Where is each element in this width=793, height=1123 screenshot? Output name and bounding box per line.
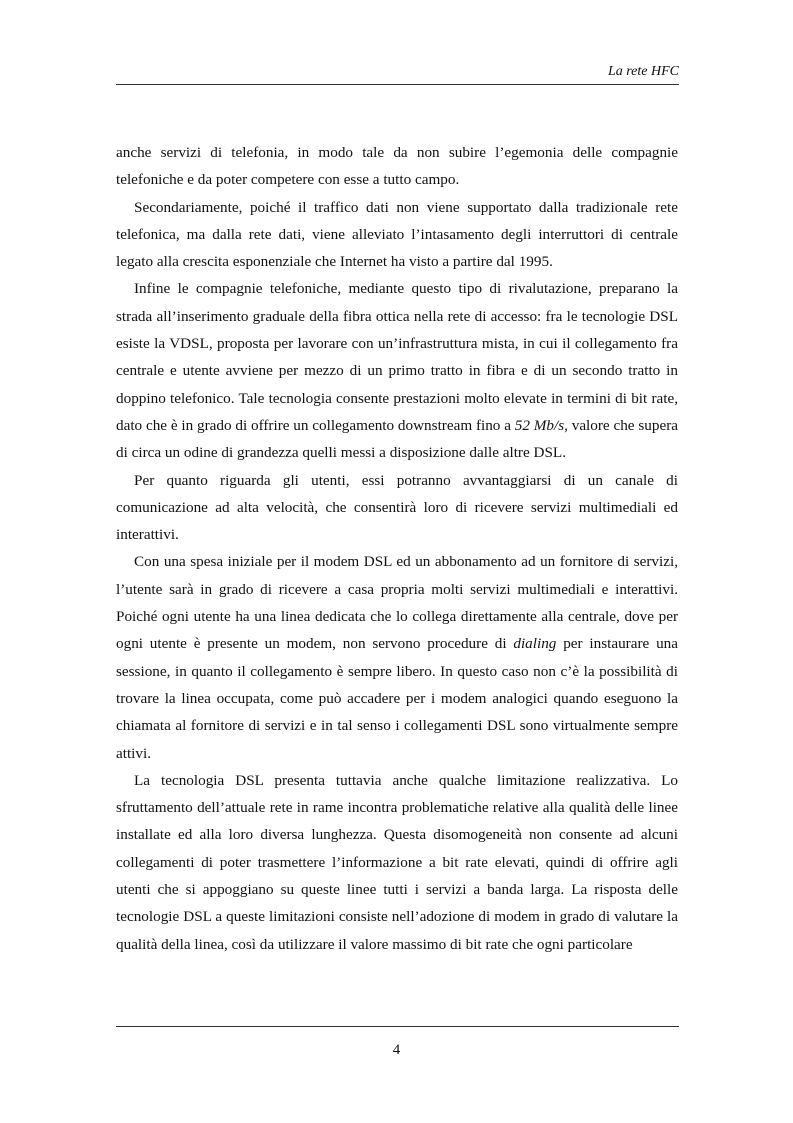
paragraph-telephony-services: [116, 139, 678, 194]
paragraph-text: Per quanto riguarda gli utenti, essi potranno avvantaggiarsi di un canale di comunicazione ad alta velocità, che consentirà loro di ricevere servizi multimediali ed interattivi.: [116, 471, 678, 544]
paragraph-text: Secondariamente, poiché il traffico dati non viene supportato dalla tradizionale rete telefonica, ma dalla rete dati, viene alleviato l’intasamento degli interruttori di centrale legato alla crescita esponenziale che Internet ha visto a partire dal 1995.: [116, 198, 678, 271]
paragraph-dsl-limitations: [116, 767, 678, 958]
paragraph-text: La tecnologia DSL presenta tuttavia anche qualche limitazione realizzativa. Lo sfruttamento dell’attuale rete in rame incontra problematiche relative alla qualità delle linee installate ed alla loro diversa lunghezza. Questa disomogeneità non consente ad alcuni collegamenti di poter trasmettere l’informazione a bit rate elevati, quindi di offrire agli utenti che si appoggiano su queste linee tutti i servizi a banda larga. La risposta delle tecnologie DSL a queste limitazioni consiste nell’adozione di modem in grado di valutare la qualità della linea, così da utilizzare il valore massimo di bit rate che ogni particolare: [116, 771, 678, 953]
bitrate-emphasis: 52 Mb/s: [514, 416, 565, 434]
paragraph-always-on: [116, 548, 678, 766]
running-header-title: La rete HFC: [607, 64, 679, 79]
paragraph-text: , valore che supera di circa un odine di grandezza quelli messi a disposizione dalle altre DSL.: [116, 416, 678, 462]
page-number: 4: [392, 1042, 401, 1058]
paragraph-text: Con una spesa iniziale per il modem DSL ed un abbonamento ad un fornitore di servizi, l’utente sarà in grado di ricevere a casa propria molti servizi multimediali e interattivi. Poiché ogni utente ha una linea dedicata che lo collega direttamente alla centrale, dove per ogni utente è presente un modem, non servono procedure di: [116, 553, 678, 653]
paragraph-data-traffic: [116, 194, 678, 276]
paragraph-text: anche servizi di telefonia, in modo tale da non subire l’egemonia delle compagnie telefoniche e da poter competere con esse a tutto campo.: [116, 144, 678, 189]
paragraph-vdsl-fiber: [116, 275, 678, 466]
paragraph-user-benefits: [116, 467, 678, 549]
dialing-emphasis: dialing: [513, 635, 557, 653]
footer-rule: [116, 1026, 679, 1027]
body-text: [116, 139, 678, 958]
paragraph-text: Infine le compagnie telefoniche, mediante questo tipo di rivalutazione, preparano la strada all’inserimento graduale della fibra ottica nella rete di accesso: fra le tecnologie DSL esiste la VDSL, proposta per lavorare con un’infrastruttura mista, in cui il collegamento fra centrale e utente avviene per mezzo di un primo tratto in fibra e di un secondo tratto in doppino telefonico. Tale tecnologia consente prestazioni molto elevate in termini di bit rate, dato che è in grado di offrire un collegamento downstream fino a: [116, 280, 678, 434]
paragraph-text: per instaurare una sessione, in quanto il collegamento è sempre libero. In questo caso non c’è la possibilità di trovare la linea occupata, come può accadere per i modem analogici quando eseguono la chiamata al fornitore di servizi e in tal senso i collegamenti DSL sono virtualmente sempre attivi.: [116, 635, 678, 762]
page-header: [116, 60, 679, 85]
